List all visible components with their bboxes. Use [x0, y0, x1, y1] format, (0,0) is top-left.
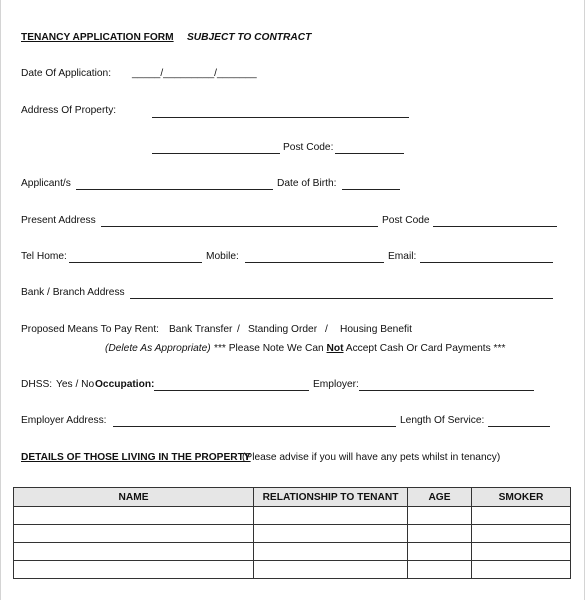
- table-row: [14, 507, 571, 525]
- option-standing-order[interactable]: Standing Order: [248, 324, 318, 335]
- table-cell-age[interactable]: [408, 561, 472, 579]
- form-subtitle: SUBJECT TO CONTRACT: [187, 32, 312, 43]
- payment-note-post: Accept Cash Or Card Payments ***: [345, 343, 506, 354]
- table-cell-name[interactable]: [14, 561, 254, 579]
- mobile-label: Mobile:: [206, 251, 239, 262]
- table-row: [14, 561, 571, 579]
- table-cell-age[interactable]: [408, 507, 472, 525]
- table-cell-name[interactable]: [14, 525, 254, 543]
- applicants-field[interactable]: [76, 189, 273, 190]
- table-cell-name[interactable]: [14, 543, 254, 561]
- column-header-name: NAME: [14, 488, 254, 507]
- bank-branch-field[interactable]: [130, 298, 553, 299]
- present-post-code-field[interactable]: [433, 226, 557, 227]
- tel-home-field[interactable]: [69, 262, 202, 263]
- employer-address-field[interactable]: [113, 426, 396, 427]
- table-cell-name[interactable]: [14, 507, 254, 525]
- email-label: Email:: [388, 251, 417, 262]
- payment-note: [214, 343, 505, 355]
- payment-note-pre: *** Please Note We Can: [214, 343, 324, 354]
- dhss-label: DHSS:: [21, 379, 53, 390]
- address-of-property-label: Address Of Property:: [21, 105, 117, 116]
- option-housing-benefit[interactable]: Housing Benefit: [340, 324, 412, 335]
- table-cell-relationship[interactable]: [254, 561, 408, 579]
- option-separator: /: [325, 324, 328, 335]
- present-address-field[interactable]: [101, 226, 378, 227]
- date-of-application-field[interactable]: _____/_________/_______: [132, 68, 257, 79]
- delete-as-appropriate-note: (Delete As Appropriate): [105, 343, 211, 354]
- address-of-property-field[interactable]: [152, 117, 409, 118]
- table-cell-age[interactable]: [408, 525, 472, 543]
- applicants-label: Applicant/s: [21, 178, 71, 189]
- option-bank-transfer[interactable]: Bank Transfer: [169, 324, 233, 335]
- table-cell-age[interactable]: [408, 543, 472, 561]
- option-separator: /: [237, 324, 240, 335]
- table-cell-smoker[interactable]: [472, 561, 571, 579]
- proposed-means-label: Proposed Means To Pay Rent:: [21, 324, 159, 335]
- employer-field[interactable]: [359, 390, 534, 391]
- email-field[interactable]: [420, 262, 553, 263]
- details-heading: DETAILS OF THOSE LIVING IN THE PROPERTY: [21, 452, 251, 463]
- tel-home-label: Tel Home:: [21, 251, 67, 262]
- form-title: TENANCY APPLICATION FORM: [21, 32, 174, 43]
- table-cell-smoker[interactable]: [472, 525, 571, 543]
- table-cell-smoker[interactable]: [472, 507, 571, 525]
- column-header-relationship: RELATIONSHIP TO TENANT: [254, 488, 408, 507]
- employer-label: Employer:: [313, 379, 359, 390]
- table-cell-relationship[interactable]: [254, 525, 408, 543]
- table-cell-relationship[interactable]: [254, 507, 408, 525]
- mobile-field[interactable]: [245, 262, 384, 263]
- length-of-service-label: Length Of Service:: [400, 415, 485, 426]
- present-post-code-label: Post Code: [382, 215, 430, 226]
- address-of-property-line-2[interactable]: [152, 153, 280, 154]
- column-header-smoker: SMOKER: [472, 488, 571, 507]
- post-code-field[interactable]: [335, 153, 404, 154]
- table-row: [14, 543, 571, 561]
- occupants-table: [13, 487, 571, 579]
- occupation-label: Occupation:: [95, 379, 155, 390]
- table-row: [14, 525, 571, 543]
- employer-address-label: Employer Address:: [21, 415, 107, 426]
- occupation-field[interactable]: [154, 390, 309, 391]
- table-cell-relationship[interactable]: [254, 543, 408, 561]
- length-of-service-field[interactable]: [488, 426, 550, 427]
- date-of-birth-label: Date of Birth:: [277, 178, 337, 189]
- table-cell-smoker[interactable]: [472, 543, 571, 561]
- occupants-table-wrapper: [13, 487, 570, 579]
- bank-branch-label: Bank / Branch Address: [21, 287, 125, 298]
- present-address-label: Present Address: [21, 215, 96, 226]
- payment-note-not: Not: [326, 343, 344, 354]
- date-of-application-label: Date Of Application:: [21, 68, 112, 79]
- dhss-options[interactable]: Yes / No: [56, 379, 95, 390]
- column-header-age: AGE: [408, 488, 472, 507]
- date-of-birth-field[interactable]: [342, 189, 400, 190]
- table-header-row: [14, 488, 571, 507]
- details-note: (Please advise if you will have any pets whilst in tenancy): [242, 452, 501, 463]
- post-code-label: Post Code:: [283, 142, 334, 153]
